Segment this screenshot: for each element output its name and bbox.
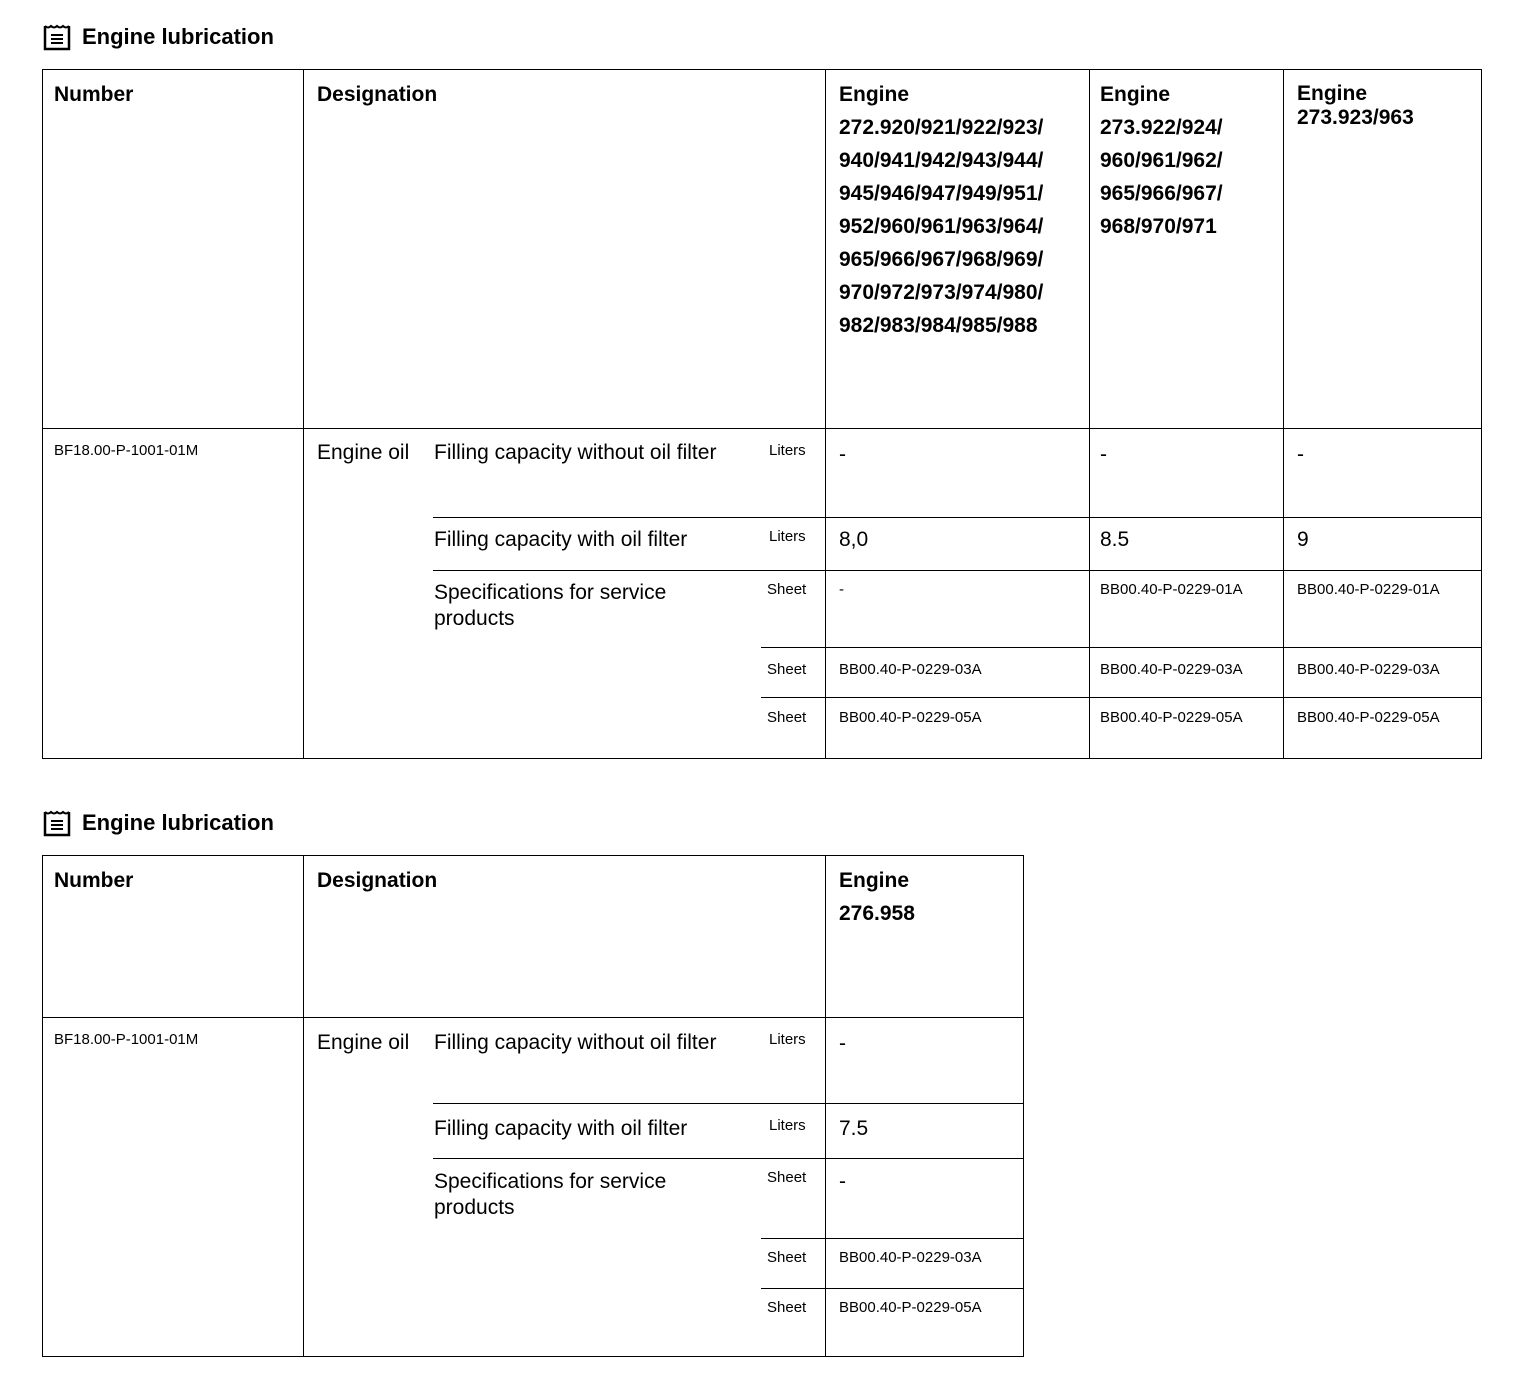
column-header-designation: Designation [317, 83, 438, 106]
item-label: Filling capacity without oil filter [434, 441, 717, 464]
item-value: BB00.40-P-0229-01A [1297, 581, 1440, 598]
item-value: BB00.40-P-0229-03A [839, 1249, 982, 1266]
document-number: BF18.00-P-1001-01M [54, 1031, 199, 1048]
item-value: - [839, 1032, 846, 1055]
engine-models: 273.922/924/ 960/961/962/ 965/966/967/ 968/970/971 [1100, 116, 1223, 238]
item-unit: Liters [769, 1031, 806, 1048]
item-value: BB00.40-P-0229-05A [1297, 709, 1440, 726]
item-value: BB00.40-P-0229-03A [1100, 661, 1243, 678]
column-header-number: Number [54, 869, 134, 892]
fluid-group-label: Engine oil [317, 1031, 410, 1054]
fluid-group-label: Engine oil [317, 441, 410, 464]
item-label: Filling capacity with oil filter [434, 528, 688, 551]
item-unit: Sheet [767, 1169, 807, 1186]
item-value: - [839, 581, 844, 598]
item-value: - [839, 1170, 846, 1193]
item-value: - [839, 443, 846, 466]
engine-models: 273.923/963 [1297, 106, 1414, 129]
item-value: 7.5 [839, 1117, 869, 1140]
item-value: - [1297, 443, 1304, 466]
column-header-designation: Designation [317, 869, 438, 892]
engine-models: 272.920/921/922/923/ 940/941/942/943/944/ 945/946/947/949/951/ 952/960/961/963/964/ 965/966/967/968/969/ 970/972/973/974/980/ 982/983/984/985/988 [839, 116, 1044, 337]
item-value: BB00.40-P-0229-01A [1100, 581, 1243, 598]
item-label: Filling capacity without oil filter [434, 1031, 717, 1054]
column-header-number: Number [54, 83, 134, 106]
fluid-container-icon [42, 808, 72, 838]
item-unit: Sheet [767, 709, 807, 726]
section-title [42, 20, 274, 54]
item-value: BB00.40-P-0229-05A [839, 1299, 982, 1316]
item-label: Filling capacity with oil filter [434, 1117, 688, 1140]
item-value: BB00.40-P-0229-05A [839, 709, 982, 726]
item-value: BB00.40-P-0229-03A [1297, 661, 1440, 678]
item-label: Specifications for service products [434, 581, 667, 630]
item-unit: Sheet [767, 581, 807, 598]
lubrication-table [42, 855, 1024, 1357]
column-header-engine [839, 864, 1019, 930]
item-unit: Sheet [767, 661, 807, 678]
item-unit: Liters [769, 1117, 806, 1134]
column-header-engine [1297, 78, 1477, 130]
engine-label: Engine [1100, 83, 1171, 106]
item-unit: Liters [769, 528, 806, 545]
item-value: 9 [1297, 528, 1309, 551]
lubrication-table [42, 69, 1482, 759]
section-title-text: Engine lubrication [82, 810, 274, 835]
engine-label: Engine [839, 869, 910, 892]
section-title [42, 806, 274, 840]
item-value: - [1100, 443, 1107, 466]
fluid-container-icon [42, 22, 72, 52]
item-unit: Sheet [767, 1299, 807, 1316]
item-label: Specifications for service products [434, 1170, 667, 1219]
engine-label: Engine [1297, 82, 1368, 105]
engine-models: 276.958 [839, 902, 915, 925]
column-header-engine [839, 78, 1079, 342]
section-title-text: Engine lubrication [82, 24, 274, 49]
item-value: 8,0 [839, 528, 869, 551]
engine-label: Engine [839, 83, 910, 106]
item-value: 8.5 [1100, 528, 1130, 551]
item-value: BB00.40-P-0229-05A [1100, 709, 1243, 726]
item-unit: Sheet [767, 1249, 807, 1266]
document-number: BF18.00-P-1001-01M [54, 442, 199, 459]
column-header-engine [1100, 78, 1280, 243]
item-value: BB00.40-P-0229-03A [839, 661, 982, 678]
item-unit: Liters [769, 442, 806, 459]
